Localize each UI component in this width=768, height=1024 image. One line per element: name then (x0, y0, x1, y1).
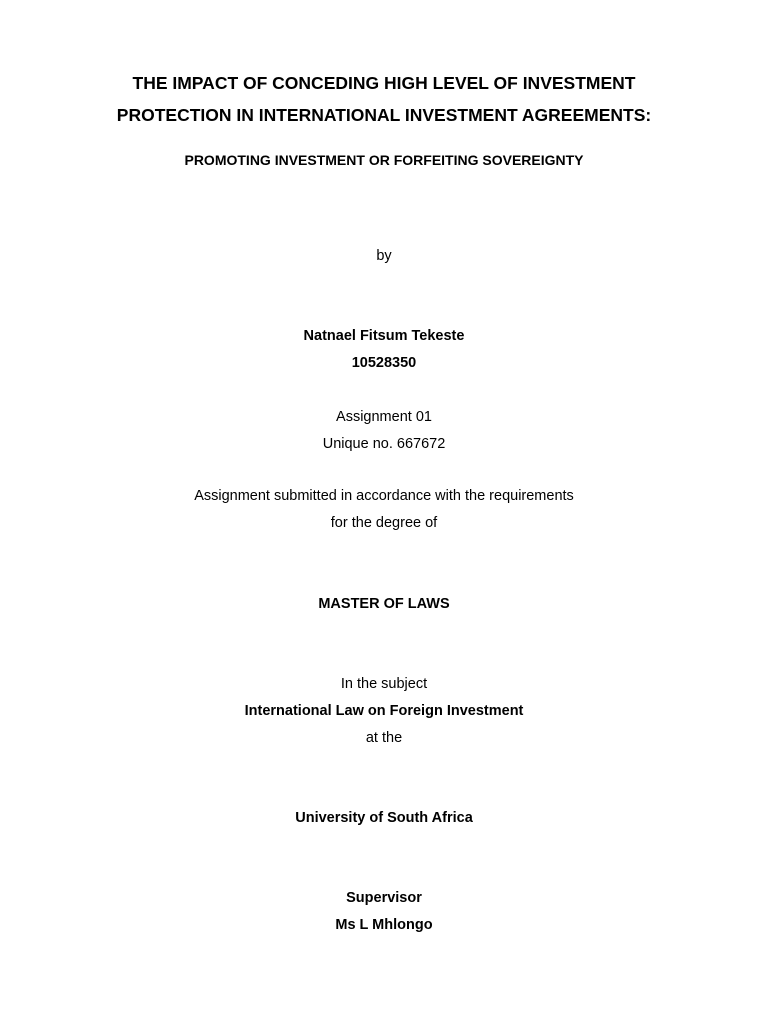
subtitle: PROMOTING INVESTMENT OR FORFEITING SOVEREIGNTY (184, 152, 584, 168)
supervisor-name: Ms L Mhlongo (335, 917, 433, 933)
supervisor-label: Supervisor (346, 890, 422, 906)
title-line-2: PROTECTION IN INTERNATIONAL INVESTMENT AGREEMENTS: (116, 105, 652, 125)
author-name: Natnael Fitsum Tekeste (303, 328, 465, 344)
subject: International Law on Foreign Investment (244, 703, 524, 719)
student-number: 10528350 (351, 355, 417, 371)
by-label: by (376, 248, 392, 264)
submission-line-2: for the degree of (330, 515, 438, 531)
assignment-number: Assignment 01 (336, 409, 432, 425)
subject-intro: In the subject (340, 676, 428, 692)
at-the-label: at the (365, 730, 403, 746)
submission-line-1: Assignment submitted in accordance with the requirements (194, 488, 574, 504)
unique-number: Unique no. 667672 (322, 436, 446, 452)
degree: MASTER OF LAWS (318, 596, 450, 612)
title-line-1: THE IMPACT OF CONCEDING HIGH LEVEL OF INVESTMENT (132, 73, 636, 93)
university: University of South Africa (295, 810, 473, 826)
